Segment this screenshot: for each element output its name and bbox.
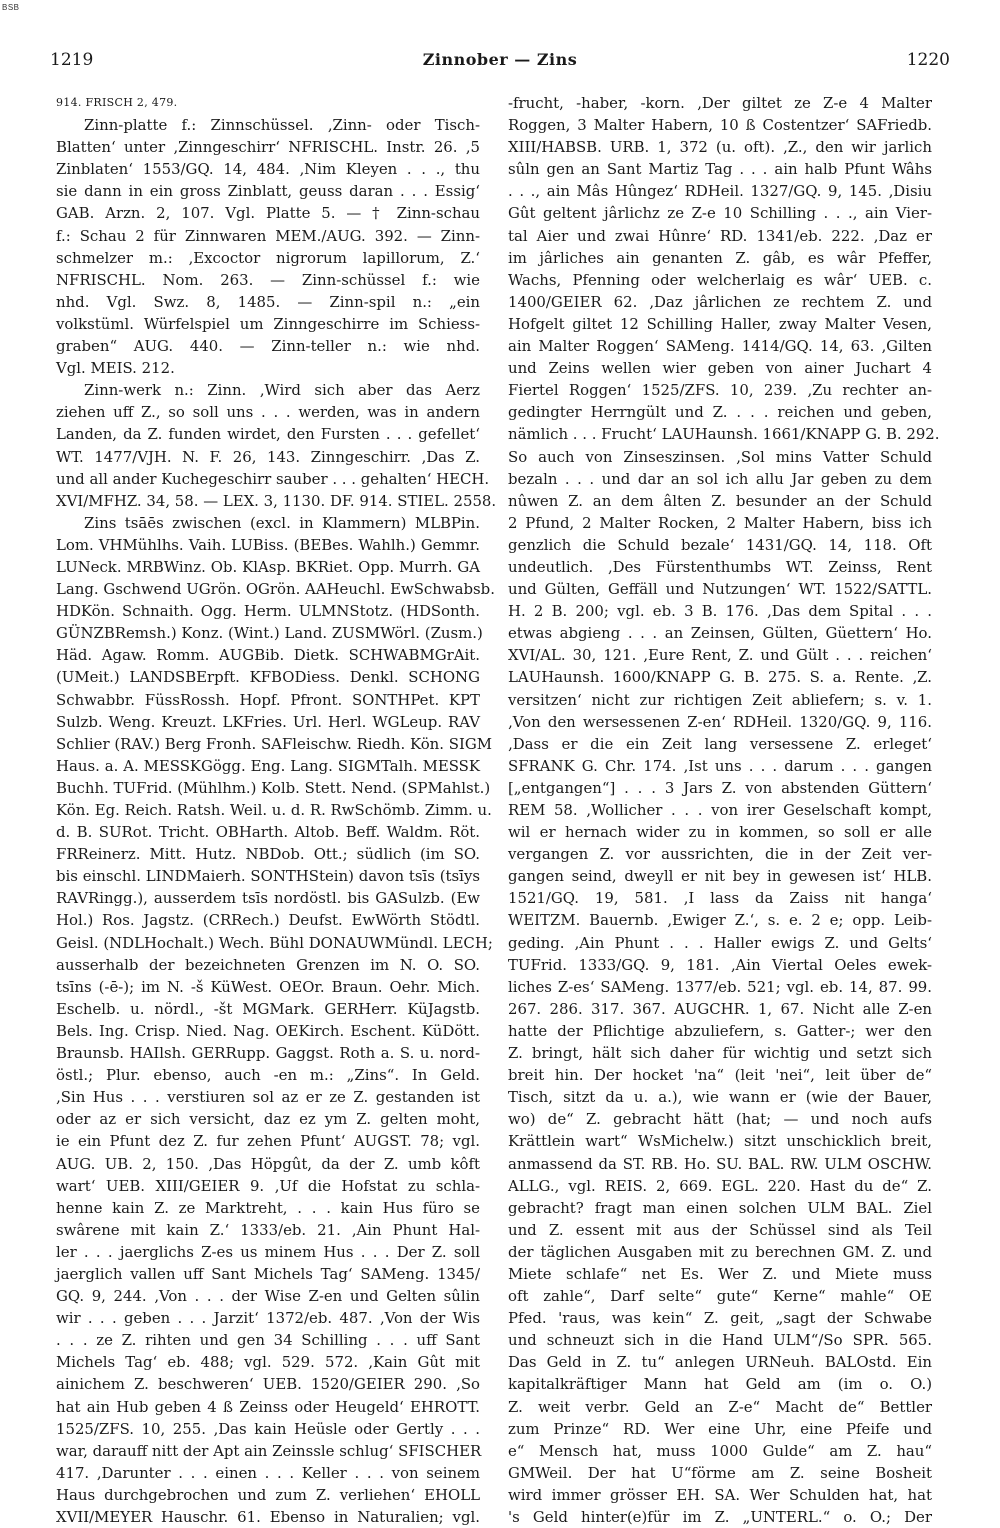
text-line: und Zeins wellen wier geben von ainer Juchart 4	[508, 359, 932, 378]
text-line: henne kain Z. ze Marktreht, . . . kain Hus füro se	[56, 1198, 480, 1217]
text-line: Schlier (RAV.) Berg Fronh. SAFleischw. Riedh. Kön. SIGM	[56, 734, 492, 753]
text-line: 's Geld hinter(e)für im Z. „UNTERL.“ o. O.; Der	[508, 1508, 932, 1526]
text-line: Blatten‘ unter ‚Zinngeschirr‘ NFRISCHL. Instr. 26. ‚5	[56, 138, 480, 157]
text-line: wir . . . geben . . . Jarzit‘ 1372/eb. 487. ‚Von der Wis	[56, 1309, 480, 1328]
text-line: GÜNZBRemsh.) Konz. (Wint.) Land. ZUSMWörl. (Zusm.)	[56, 624, 483, 643]
text-line: f.: Schau 2 für Zinnwaren MEM./AUG. 392. — Zinn-	[56, 226, 480, 245]
text-line: Landen, da Z. funden wirdet, den Fursten . . . gefellet‘	[56, 425, 480, 444]
text-line: und all ander Kuchegeschirr sauber . . . gehalten‘ HECH.	[56, 469, 490, 488]
text-line: Fiertel Roggen‘ 1525/ZFS. 10, 239. ‚Zu rechter an-	[508, 381, 932, 400]
text-line: NFRISCHL. Nom. 263. — Zinn-schüssel f.: wie	[56, 270, 480, 289]
text-line: Michels Tag‘ eb. 488; vgl. 529. 572. ‚Kain Gût mit	[56, 1353, 480, 1372]
text-line: 267. 286. 317. 367. AUGCHR. 1, 67. Nicht alle Z-en	[508, 999, 932, 1018]
text-line: ainichem Z. beschweren‘ UEB. 1520/GEIER 290. ‚So	[56, 1375, 480, 1394]
text-line: GQ. 9, 244. ‚Von . . . der Wise Z-en und Gelten sûlin	[56, 1287, 480, 1306]
text-line: östl.; Plur. ebenso, auch -en m.: „Zins“. In Geld.	[56, 1066, 480, 1085]
text-line: Haus. a. A. MESSKGögg. Eng. Lang. SIGMTalh. MESSK	[56, 756, 480, 775]
text-line: H. 2 B. 200; vgl. eb. 3 B. 176. ‚Das dem Spital . . .	[508, 602, 932, 621]
text-line: (UMeit.) LANDSBErpft. KFBODiess. Denkl. SCHONG	[56, 668, 480, 687]
text-line: 2 Pfund, 2 Malter Rocken, 2 Malter Habern, biss ich	[508, 513, 932, 532]
right-column	[508, 92, 940, 1526]
text-line: Zinn-werk n.: Zinn. ‚Wird sich aber das Aerz	[84, 381, 480, 400]
text-line: jaerglich vallen uff Sant Michels Tag‘ SAMeng. 1345/	[56, 1264, 480, 1283]
left-column	[56, 92, 497, 1526]
text-line: RAVRingg.), ausserdem tsīs nordöstl. bis GASulzb. (Ew	[56, 889, 480, 908]
text-line: . . . ze Z. rihten und gen 34 Schilling . . . uff Sant	[56, 1331, 480, 1350]
text-line: HDKön. Schnaith. Ogg. Herm. ULMNStotz. (HDSonth.	[56, 602, 480, 621]
text-line: Tisch, sitzt da u. a.), wie wann er (wie der Bauer,	[508, 1088, 932, 1107]
text-line: Hol.) Ros. Jagstz. (CRRech.) Deufst. EwWörth Stödtl.	[56, 911, 480, 930]
text-line: Krättlein wart“ WsMichelw.) sitzt unschicklich breit,	[508, 1132, 932, 1151]
text-line: Zins tsāēs zwischen (excl. in Klammern) MLBPin.	[84, 513, 480, 532]
text-line: zum Prinze“ RD. Wer eine Uhr, eine Pfeife und	[508, 1419, 932, 1438]
text-line: Lang. Gschwend UGrön. OGrön. AAHeuchl. EwSchwabsb.	[56, 580, 495, 599]
page-number-right: 1220	[906, 50, 950, 70]
text-line: Miete schlafe“ net Es. Wer Z. und Miete muss	[508, 1264, 932, 1283]
text-line: Buchh. TUFrid. (Mühlhm.) Kolb. Stett. Nend. (SPMahlst.)	[56, 778, 491, 797]
text-line: LUNeck. MRBWinz. Ob. KlAsp. BKRiet. Opp. Murrh. GA	[56, 557, 480, 576]
text-line: wo) de“ Z. gebracht hätt (hat; — und noch aufs	[508, 1110, 932, 1129]
text-line: Z. bringt, hält sich daher für wichtig und setzt sich	[508, 1044, 932, 1063]
text-line: tsīns (-ē-); im N. -š KüWest. OEOr. Braun. Oehr. Mich.	[56, 977, 480, 996]
text-line: der täglichen Ausgaben mit zu berechnen GM. Z. und	[508, 1242, 932, 1261]
text-line: e“ Mensch hat, muss 1000 Gulde“ am Z. hau“	[508, 1441, 932, 1460]
text-line: Geisl. (NDLHochalt.) Wech. Bühl DONAUWMündl. LECH;	[56, 933, 493, 952]
text-line: 1521/GQ. 19, 581. ‚I lass da Zaiss nit hanga‘	[508, 889, 932, 908]
watermark: BSB	[2, 3, 20, 12]
page-number-left: 1219	[50, 50, 94, 70]
text-line: 1400/GEIER 62. ‚Daz jârlichen ze rechtem Z. und	[508, 292, 932, 311]
text-line: ausserhalb der bezeichneten Grenzen im N. O. SO.	[56, 955, 480, 974]
text-line: im jârliches ain genanten Z. gâb, es wâr Pfeffer,	[508, 248, 932, 267]
text-line: graben“ AUG. 440. — Zinn-teller n.: wie nhd.	[56, 337, 480, 356]
text-line: anmassend da ST. RB. Ho. SU. BAL. RW. ULM OSCHW.	[508, 1154, 932, 1173]
text-line: XVI/AL. 30, 121. ‚Eure Rent, Z. und Gült . . . reichen‘	[508, 646, 932, 665]
text-line: Eschelb. u. nördl., -št MGMark. GERHerr. KüJagstb.	[56, 999, 480, 1018]
text-line: Lom. VHMühlhs. Vaih. LUBiss. (BEBes. Wahlh.) Gemmr.	[56, 535, 480, 554]
text-line: Bels. Ing. Crisp. Nied. Nag. OEKirch. Eschent. KüDött.	[56, 1021, 480, 1040]
text-line: sûln gen an Sant Martiz Tag . . . ain halb Pfunt Wâhs	[508, 160, 932, 179]
text-line: sie dann in ein gross Zinblatt, geuss daran . . . Essig‘	[56, 182, 480, 201]
text-line: Zinn-platte f.: Zinnschüssel. ‚Zinn- oder Tisch-	[84, 116, 480, 135]
text-line: Z. weit verbr. Geld an Z-e“ Macht de“ Bettler	[508, 1397, 932, 1416]
text-line: undeutlich. ‚Des Fürstenthumbs WT. Zeinss, Rent	[508, 557, 932, 576]
running-title: Zinnober — Zins	[422, 50, 578, 69]
text-line: ie ein Pfunt dez Z. fur zehen Pfunt‘ AUGST. 78; vgl.	[56, 1132, 480, 1151]
text-line: vergangen Z. vor aussrichten, die in der Zeit ver-	[508, 845, 932, 864]
text-line: GAB. Arzn. 2, 107. Vgl. Platte 5. — † Zinn-schau	[56, 204, 480, 223]
text-line: ziehen uff Z., so soll uns . . . werden, was in andern	[56, 403, 480, 422]
text-line: So auch von Zinseszinsen. ‚Sol mins Vatter Schuld	[508, 447, 932, 466]
text-line: wil er hernach wider zu in kommen, so soll er alle	[508, 823, 932, 842]
text-line: GMWeil. Der hat U“förme am Z. seine Bosheit	[508, 1463, 932, 1482]
text-line: gangen seind, dweyll er nit bey in gewesen ist‘ HLB.	[508, 867, 932, 886]
text-line: geding. ‚Ain Phunt . . . Haller ewigs Z. und Gelts‘	[508, 933, 932, 952]
text-line: Hofgelt giltet 12 Schilling Haller, zway Malter Vesen,	[508, 314, 932, 333]
text-line: ‚Sin Hus . . . verstiuren sol az er ze Z. gestanden ist	[56, 1088, 480, 1107]
text-line: hatte der Pflichtige abzuliefern, s. Gatter-; wer den	[508, 1021, 932, 1040]
text-line: ler . . . jaerglichs Z-es us minem Hus . . . Der Z. soll	[56, 1242, 480, 1261]
text-line: TUFrid. 1333/GQ. 9, 181. ‚Ain Viertal Oeles ewek-	[508, 955, 932, 974]
text-line: kapitalkräftiger Mann hat Geld am (im o. O.)	[508, 1375, 932, 1394]
text-line: SFRANK G. Chr. 174. ‚Ist uns . . . darum . . . gangen	[508, 756, 932, 775]
text-line: XVII/MEYER Hauschr. 61. Ebenso in Naturalien; vgl.	[56, 1508, 480, 1526]
text-line: ain Malter Roggen‘ SAMeng. 1414/GQ. 14, 63. ‚Gilten	[508, 337, 932, 356]
text-line: AUG. UB. 2, 150. ‚Das Höpgût, da der Z. umb kôft	[56, 1154, 480, 1173]
text-line: 417. ‚Darunter . . . einen . . . Keller . . . von seinem	[56, 1463, 480, 1482]
text-line: ‚Von den wersessenen Z-en‘ RDHeil. 1320/GQ. 9, 116.	[508, 712, 932, 731]
text-line: Schwabbr. FüssRossh. Hopf. Pfront. SONTHPet. KPT	[56, 690, 480, 709]
text-line: 1525/ZFS. 10, 255. ‚Das kain Heüsle oder Gertly . . .	[56, 1419, 480, 1438]
text-line: wart‘ UEB. XIII/GEIER 9. ‚Uf die Hofstat zu schla-	[56, 1176, 480, 1195]
text-line: Das Geld in Z. tu“ anlegen URNeuh. BALOstd. Ein	[508, 1353, 932, 1372]
text-line: hat ain Hub geben 4 ß Zeinss oder Heugeld‘ EHROTT.	[56, 1397, 480, 1416]
text-line: nämlich . . . Frucht‘ LAUHaunsh. 1661/KNAPP G. B. 292.	[508, 425, 940, 444]
text-line: nûwen Z. an dem âlten Z. besunder an der Schuld	[508, 491, 932, 510]
text-line: swârene mit kain Z.‘ 1333/eb. 21. ‚Ain Phunt Hal-	[56, 1220, 480, 1239]
text-line: tal Aier und zwai Hûnre‘ RD. 1341/eb. 222. ‚Daz er	[508, 226, 932, 245]
text-line: gebracht? fragt man einen solchen ULM BAL. Ziel	[508, 1198, 932, 1217]
text-line: WEITZM. Bauernb. ‚Ewiger Z.‘, s. e. 2 e; opp. Leib-	[508, 911, 932, 930]
text-line: LAUHaunsh. 1600/KNAPP G. B. 275. S. a. Rente. ‚Z.	[508, 668, 932, 687]
text-line: Pfed. 'raus, was kein“ Z. geit, „sagt der Schwabe	[508, 1309, 932, 1328]
text-line: Kön. Eg. Reich. Ratsh. Weil. u. d. R. RwSchömb. Zimm. u.	[56, 801, 492, 819]
text-line: gedingter Herrngült und Z. . . . reichen und geben,	[508, 403, 932, 422]
text-line: und Gülten, Geffäll und Nutzungen‘ WT. 1522/SATTL.	[508, 580, 932, 599]
text-line: bezaln . . . und dar an sol ich allu Jar geben zu dem	[508, 469, 932, 488]
text-line: WT. 1477/VJH. N. F. 26, 143. Zinngeschirr. ‚Das Z.	[56, 447, 480, 466]
text-line: Gût geltent jârlichz ze Z-e 10 Schilling . . ., ain Vier-	[508, 204, 932, 223]
text-line: Zinblaten‘ 1553/GQ. 14, 484. ‚Nim Kleyen . . ., thu	[56, 160, 480, 179]
text-line: war, darauff nitt der Apt ain Zeinssle schlug‘ SFISCHER	[56, 1441, 482, 1460]
text-line: schmelzer m.: ‚Excoctor nigrorum lapillorum, Z.‘	[56, 248, 480, 267]
text-line: nhd. Vgl. Swz. 8, 1485. — Zinn-spil n.: „ein	[56, 292, 480, 311]
text-line: breit hin. Der hocket 'na“ (leit 'nei“, leit über de“	[508, 1066, 932, 1085]
text-line: FRReinerz. Mitt. Hutz. NBDob. Ott.; südlich (im SO.	[56, 845, 480, 864]
text-line: [„entgangen“] . . . 3 Jars Z. von abstenden Güttern‘	[508, 778, 932, 797]
page-header	[50, 50, 950, 78]
text-line: REM 58. ‚Wollicher . . . von irer Geselschaft kompt,	[508, 801, 932, 819]
text-line: Haus durchgebrochen und zum Z. verliehen‘ EHOLL	[56, 1485, 480, 1504]
text-line: und schneuzt sich in die Hand ULM“/So SPR. 565.	[508, 1331, 932, 1350]
text-line: liches Z-es‘ SAMeng. 1377/eb. 521; vgl. eb. 14, 87. 99.	[508, 977, 932, 996]
text-line: XVI/MFHZ. 34, 58. — LEX. 3, 1130. DF. 914. STIEL. 2558.	[56, 491, 497, 510]
text-line: versitzen‘ nicht zur richtigen Zeit abliefern; s. v. 1.	[508, 690, 932, 709]
text-line: Häd. Agaw. Romm. AUGBib. Dietk. SCHWABMGrAit.	[56, 646, 480, 665]
text-line: oder az er sich versicht, daz ez ym Z. gelten moht,	[56, 1110, 480, 1129]
text-line: XIII/HABSB. URB. 1, 372 (u. oft). ‚Z., den wir jarlich	[508, 138, 932, 157]
text-line: und Z. essent mit aus der Schüssel sind als Teil	[508, 1220, 932, 1239]
text-line: Roggen, 3 Malter Habern, 10 ß Costentzer‘ SAFriedb.	[508, 116, 932, 135]
text-line: Sulzb. Weng. Kreuzt. LKFries. Url. Herl. WGLeup. RAV	[56, 712, 480, 731]
text-line: volkstüml. Würfelspiel um Zinngeschirre im Schiess-	[56, 314, 480, 333]
text-line: genzlich die Schuld bezale‘ 1431/GQ. 14, 118. Oft	[508, 535, 932, 554]
text-line: oft zahle“, Darf selte“ gute“ Kerne“ mahle“ OE	[508, 1287, 932, 1306]
text-line: wird immer grösser EH. SA. Wer Schulden hat, hat	[508, 1485, 932, 1504]
text-line: Vgl. MEIS. 212.	[56, 359, 175, 378]
text-line: ‚Dass er die ein Zeit lang versessene Z. erleget‘	[508, 734, 932, 753]
text-line: 914. FRISCH 2, 479.	[56, 96, 178, 109]
text-line: d. B. SURot. Tricht. OBHarth. Altob. Beff. Waldm. Röt.	[56, 823, 480, 842]
text-line: bis einschl. LINDMaierh. SONTHStein) davon tsīs (tsīys	[56, 867, 480, 886]
text-line: ALLG., vgl. REIS. 2, 669. EGL. 220. Hast du de“ Z.	[508, 1176, 932, 1195]
text-line: Wachs, Pfenning oder welcherlaig es wâr‘ UEB. c.	[508, 270, 932, 289]
text-line: etwas abgieng . . . an Zeinsen, Gülten, Güettern‘ Ho.	[508, 624, 932, 643]
text-line: Braunsb. HAIlsh. GERRupp. Gaggst. Roth a. S. u. nord-	[56, 1044, 480, 1063]
text-line: -frucht, -haber, -korn. ‚Der giltet ze Z-e 4 Malter	[508, 94, 932, 112]
text-line: . . ., ain Mâs Hûngez‘ RDHeil. 1327/GQ. 9, 145. ‚Disiu	[508, 182, 932, 201]
